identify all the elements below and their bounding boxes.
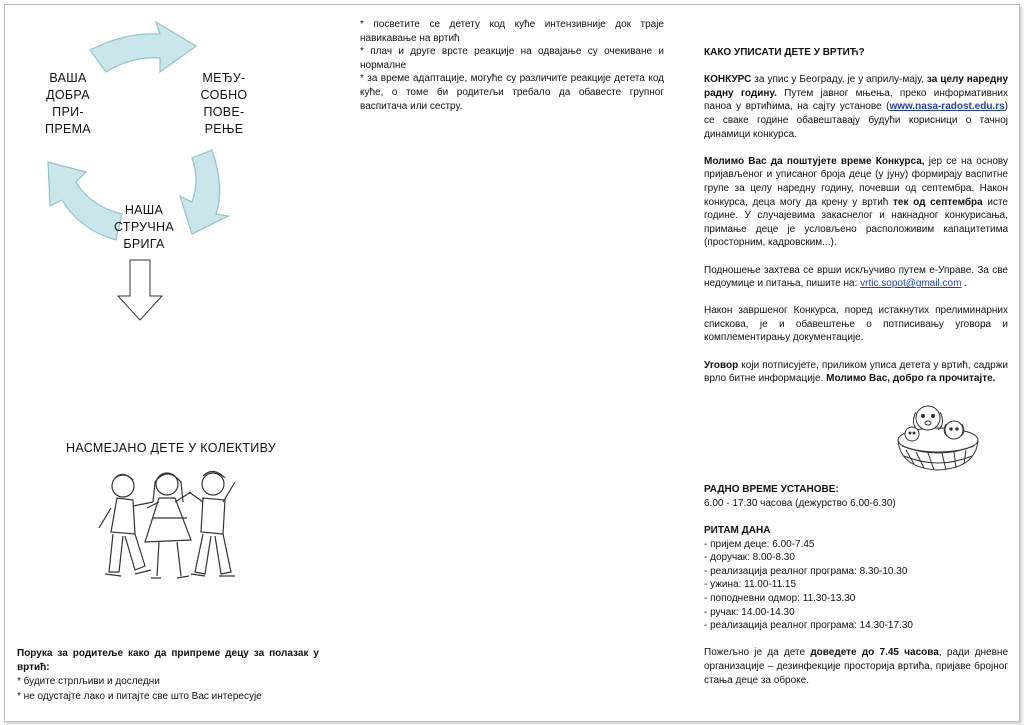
tip-item: * посветите се детету код куће интензивније док траје навикавање на вртић xyxy=(360,19,664,44)
cycle-label-right: МЕЂУ- СОБНО ПОВЕ- РЕЊЕ xyxy=(200,71,248,136)
enrollment-heading: КАКО УПИСАТИ ДЕТЕ У ВРТИЋ? xyxy=(704,47,865,58)
rhythm-item: - ужина: 11.00-11.15 xyxy=(704,579,797,591)
daily-rhythm-section xyxy=(704,524,1008,687)
arrow-top-right xyxy=(90,22,196,72)
rhythm-note: Пожељно је да дете доведете до 7.45 часова, ради дневне организације – дезинфекције просторија вртића, пријаве бројног стања деце за оброке. xyxy=(704,647,1009,686)
kids-title: НАСМЕЈАНО ДЕТЕ У КОЛЕКТИВУ xyxy=(66,441,277,455)
rhythm-item: - поподневни одмор: 11.30-13.30 xyxy=(704,592,856,604)
parents-message xyxy=(17,647,319,704)
tip-item: * плач и друге врсте реакције на одвајање су очекиване и нормалне xyxy=(360,46,664,71)
enrollment-paragraph-5: Уговор који потписујете, приликом уписа детета у вртић, садржи врло битне информације. Молимо Вас, добро га прочитајте. xyxy=(704,359,1008,385)
rhythm-item: - реализација реалног програма: 8.30-10.30 xyxy=(704,565,908,577)
down-arrow-icon xyxy=(115,258,165,322)
rhythm-item: - доручак: 8.00-8.30 xyxy=(704,552,795,564)
email-link[interactable]: vrtic.sopot@gmail.com xyxy=(860,278,962,290)
dancing-children-illustration xyxy=(95,462,245,612)
working-hours-section xyxy=(704,483,1008,510)
parents-message-item: * будите стрпљиви и доследни xyxy=(17,676,160,688)
rhythm-item: - пријем деце: 6.00-7.45 xyxy=(704,538,815,550)
parents-message-heading: Порука за родитеље како да припреме децу за полазак у вртић: xyxy=(17,648,319,674)
tip-item: * за време адаптације, могуће су различите реакције детета код куће, о томе би родитељи требало да обавесте групног васпитача или сестру. xyxy=(360,73,664,112)
enrollment-paragraph-2: Молимо Вас да поштујете време Конкурса, јер се на основу пријављеног и уписаног броја деце (у јуну) формирају васпитне групе за целу наредну годину, почевши од септембра. Након конкурса, деца могу да крену у вртић тек од септембра исте године. У случајевима закаснелог и накнадног конкурисања, примање деце је условљено расположивим капацитетима (просторним, кадровским...). xyxy=(704,155,1008,249)
parents-message-item: * не одустајте лако и питајте све што Вас интересује xyxy=(17,690,262,702)
daily-rhythm-heading: РИТАМ ДАНА xyxy=(704,525,771,536)
enrollment-paragraph-1: КОНКУРС за упис у Београду, је у априлу-мају, за целу наредну радну годину. Путем јавног мњења, преко информативних паноа у вртићима, на сајту установе (www.nasa-radost.edu.rs) се сваке године обавештавају будући корисници о тачној динамици конкурса. xyxy=(704,74,1009,140)
cycle-label-bottom: НАША СТРУЧНА БРИГА xyxy=(113,203,175,251)
arrow-bottom-right xyxy=(180,150,228,234)
enrollment-section xyxy=(704,46,1008,399)
enrollment-paragraph-3: Подношење захтева се врши искључиво путем е-Управе. За све недоумице и питања, пишите на: vrtic.sopot@gmail.com . xyxy=(704,264,1008,290)
working-hours-value: 6.00 - 17.30 часова (дежурство 6.00-6.30) xyxy=(704,497,896,509)
rhythm-item: - ручак: 14.00-14.30 xyxy=(704,606,795,618)
rhythm-item: - реализација реалног програма: 14.30-17.30 xyxy=(704,620,913,632)
puppies-basket-illustration xyxy=(892,390,984,474)
adaptation-tips xyxy=(360,18,664,113)
enrollment-paragraph-4: Након завршеног Конкурса, поред истакнутих прелиминарних спискова, је и обавештење о потписивању уговора и комплементирању документације. xyxy=(704,305,1008,344)
working-hours-heading: РАДНО ВРЕМЕ УСТАНОВЕ: xyxy=(704,484,839,495)
website-link[interactable]: www.nasa-radost.edu.rs xyxy=(889,101,1005,113)
cycle-label-left: ВАША ДОБРА ПРИ- ПРЕМА xyxy=(45,71,91,136)
